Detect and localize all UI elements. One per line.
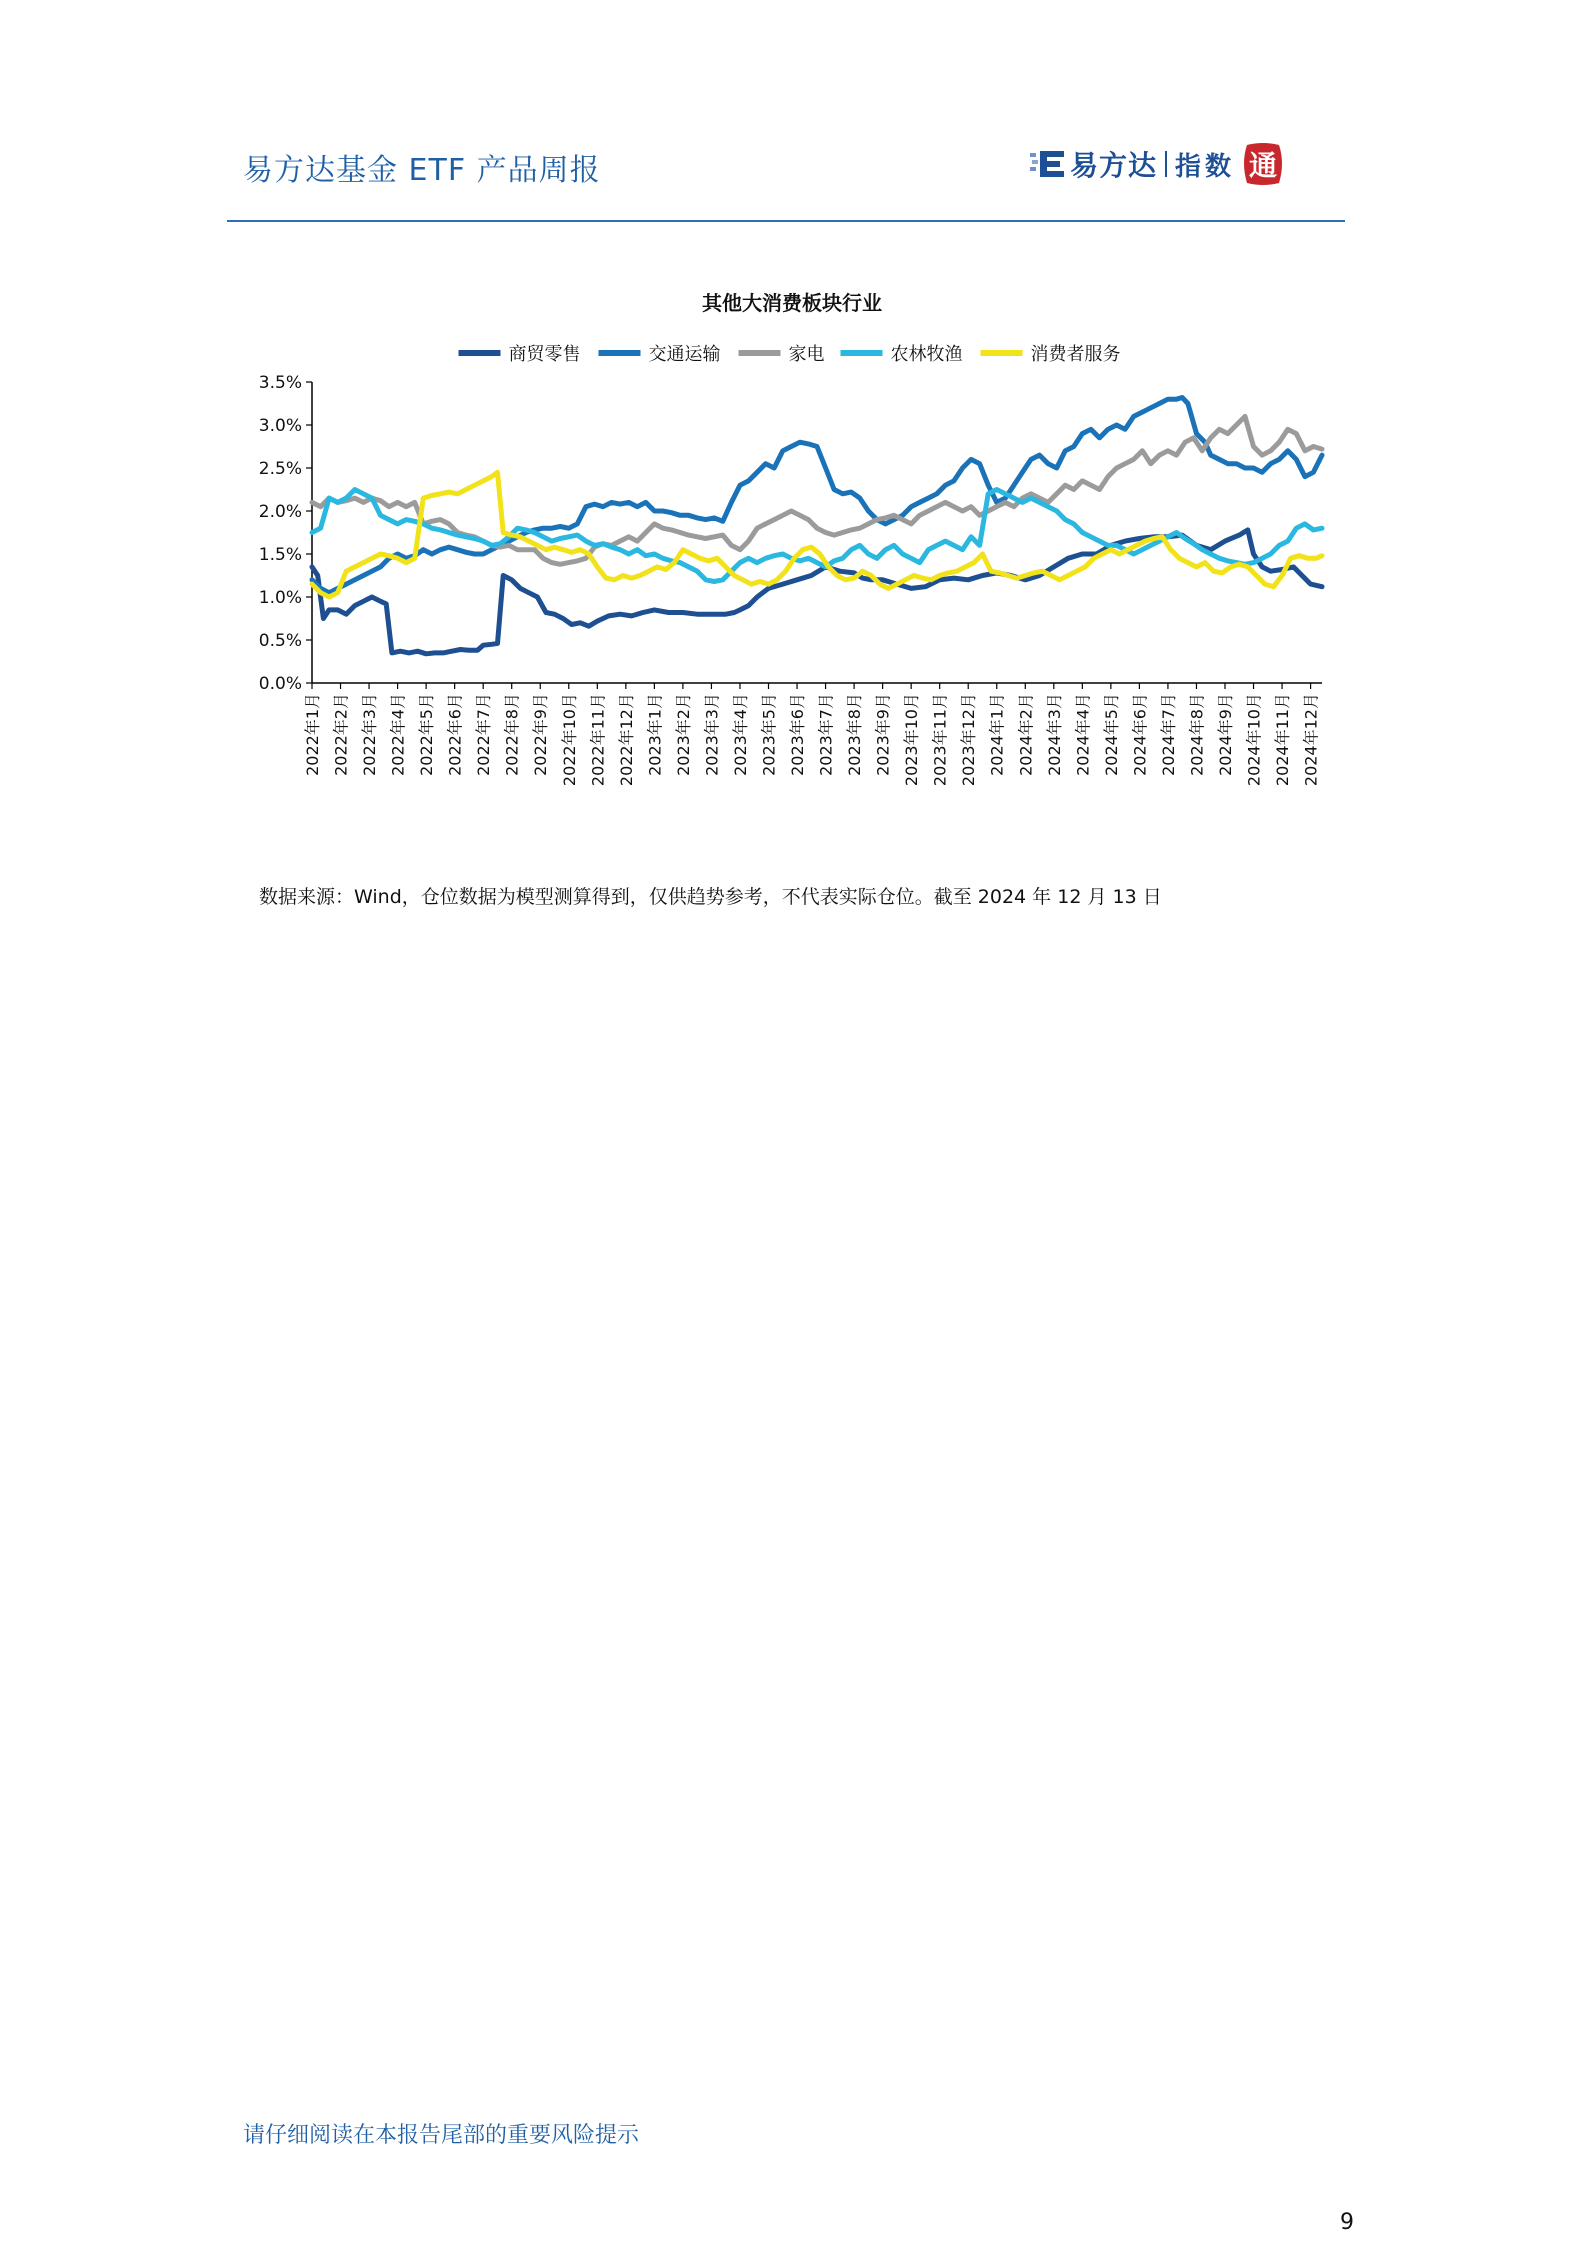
x-tick-label: 2024年3月 bbox=[1044, 693, 1064, 776]
y-tick-label: 0.5% bbox=[258, 631, 302, 651]
x-tick-label: 2022年4月 bbox=[388, 693, 408, 776]
report-title: 易方达基金 ETF 产品周报 bbox=[243, 153, 601, 188]
x-tick-label: 2023年4月 bbox=[730, 693, 750, 776]
x-tick-label: 2022年1月 bbox=[303, 693, 322, 776]
x-tick-label: 2024年10月 bbox=[1244, 693, 1264, 787]
x-tick-label: 2023年8月 bbox=[845, 693, 865, 776]
x-tick-label: 2022年2月 bbox=[331, 693, 351, 776]
line-chart bbox=[0, 0, 1587, 860]
logo-seal-text: 通 bbox=[1249, 149, 1278, 182]
legend-label: 商贸零售 bbox=[508, 344, 581, 365]
x-tick-label: 2022年3月 bbox=[360, 693, 380, 776]
chart-title: 其他大消费板块行业 bbox=[702, 291, 882, 315]
y-tick-label: 1.5% bbox=[258, 545, 302, 565]
legend-label: 交通运输 bbox=[648, 344, 721, 365]
x-tick-label: 2023年3月 bbox=[702, 693, 722, 776]
x-tick-label: 2023年1月 bbox=[645, 693, 665, 776]
page-number: 9 bbox=[1340, 2210, 1354, 2235]
y-tick-label: 2.0% bbox=[258, 502, 302, 522]
x-tick-label: 2024年12月 bbox=[1301, 693, 1321, 787]
x-tick-label: 2024年6月 bbox=[1130, 693, 1150, 776]
x-tick-label: 2022年6月 bbox=[445, 693, 465, 776]
x-tick-label: 2024年7月 bbox=[1158, 693, 1178, 776]
x-tick-label: 2022年10月 bbox=[559, 693, 579, 787]
x-tick-label: 2023年10月 bbox=[902, 693, 922, 787]
x-tick-label: 2023年12月 bbox=[959, 692, 979, 787]
x-tick-label: 2022年11月 bbox=[588, 693, 608, 787]
x-tick-label: 2023年11月 bbox=[930, 693, 950, 787]
x-tick-label: 2022年5月 bbox=[417, 693, 437, 776]
legend-label: 消费者服务 bbox=[1030, 344, 1121, 365]
series-lines bbox=[312, 398, 1322, 654]
x-tick-label: 2022年8月 bbox=[502, 693, 522, 776]
y-tick-label: 3.5% bbox=[258, 373, 302, 393]
x-tick-label: 2024年11月 bbox=[1273, 693, 1293, 787]
x-tick-label: 2022年7月 bbox=[474, 693, 494, 776]
x-tick-label: 2023年5月 bbox=[759, 693, 779, 776]
legend-label: 家电 bbox=[788, 344, 825, 365]
x-tick-label: 2023年9月 bbox=[873, 693, 893, 776]
y-tick-label: 1.0% bbox=[258, 588, 302, 608]
logo-product-text: 指数 bbox=[1175, 151, 1236, 182]
x-tick-label: 2022年12月 bbox=[616, 693, 636, 787]
x-tick-label: 2024年2月 bbox=[1016, 693, 1036, 776]
x-tick-label: 2023年7月 bbox=[816, 693, 836, 776]
x-tick-label: 2024年4月 bbox=[1073, 693, 1093, 776]
x-tick-label: 2024年1月 bbox=[987, 693, 1007, 776]
y-tick-label: 3.0% bbox=[258, 416, 302, 436]
x-tick-label: 2023年2月 bbox=[673, 693, 693, 776]
risk-disclaimer: 请仔细阅读在本报告尾部的重要风险提示 bbox=[243, 2123, 640, 2148]
x-tick-label: 2024年8月 bbox=[1187, 693, 1207, 776]
logo-brand-text: 易方达 bbox=[1070, 149, 1158, 182]
x-axis bbox=[303, 683, 1322, 786]
series-line-农林牧渔 bbox=[312, 490, 1322, 582]
y-tick-label: 0.0% bbox=[258, 674, 302, 694]
x-tick-label: 2022年9月 bbox=[531, 693, 551, 776]
legend-label: 农林牧渔 bbox=[890, 344, 963, 365]
x-tick-label: 2024年5月 bbox=[1101, 693, 1121, 776]
y-tick-label: 2.5% bbox=[258, 459, 302, 479]
x-tick-label: 2024年9月 bbox=[1215, 693, 1235, 776]
chart-legend bbox=[459, 344, 1121, 365]
x-tick-label: 2023年6月 bbox=[788, 693, 808, 776]
source-note: 数据来源：Wind，仓位数据为模型测算得到，仅供趋势参考，不代表实际仓位。截至 2024 年 12 月 13 日 bbox=[259, 886, 1162, 908]
y-axis bbox=[259, 373, 312, 694]
